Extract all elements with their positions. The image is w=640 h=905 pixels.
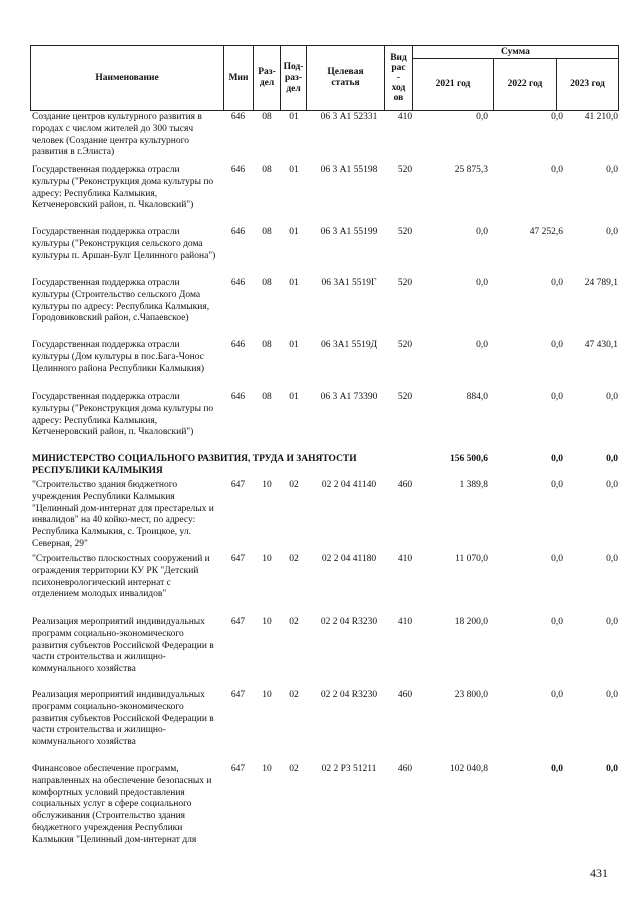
row-2021: 23 800,0 — [454, 690, 488, 700]
header-podrazdel — [280, 45, 307, 111]
row-2022: 0,0 — [551, 340, 563, 350]
row-2023: 41 210,0 — [584, 112, 618, 122]
table-row — [30, 340, 619, 392]
table-body — [30, 112, 619, 874]
row-2022: 0,0 — [551, 480, 563, 490]
header-razdel — [253, 45, 281, 111]
row-2022: 0,0 — [551, 392, 563, 402]
row-2023: 0,0 — [606, 690, 618, 700]
row-min: 646 — [230, 392, 246, 402]
row-name: Государственная поддержка отрасли культуры (Дом культуры в пос.Бага-Чонос Целинного района Республики Калмыкия) — [32, 340, 204, 374]
row-podrazdel: 02 — [289, 554, 299, 564]
header-vid-text: Вид рас - ход ов — [390, 53, 407, 103]
row-razdel: 10 — [262, 617, 272, 627]
header-name-text: Наименование — [95, 72, 159, 83]
row-celevaya: 06 3А1 5519Д — [320, 340, 378, 350]
row-vid: 460 — [397, 764, 413, 774]
row-2022: 47 252,6 — [529, 227, 563, 237]
row-celevaya: 06 3 А1 52331 — [320, 112, 378, 122]
row-2023: 0,0 — [606, 480, 618, 490]
row-podrazdel: 02 — [289, 480, 299, 490]
row-razdel: 08 — [262, 340, 272, 350]
row-min: 646 — [230, 112, 246, 122]
row-celevaya: 02 2 04 41140 — [321, 480, 377, 490]
row-2022: 0,0 — [551, 690, 563, 700]
header-2023 — [556, 58, 619, 111]
row-2023: 0,0 — [606, 764, 618, 774]
row-razdel: 08 — [262, 392, 272, 402]
row-vid: 410 — [397, 112, 413, 122]
row-min: 647 — [230, 617, 246, 627]
row-celevaya: 06 3А1 5519Г — [321, 278, 377, 288]
row-vid: 460 — [397, 480, 413, 490]
row-name: Государственная поддержка отрасли культуры ("Реконструкция дома культуры по адресу: Республика Калмыкия, Кетченеровский район, п. Чкаловский") — [32, 165, 214, 211]
row-name: Реализация мероприятий индивидуальных программ социально-экономического развития субъектов Российской Федерации в части строительства и жилищно-коммунального хозяйства — [32, 690, 214, 748]
row-podrazdel: 01 — [289, 340, 299, 350]
row-name: Реализация мероприятий индивидуальных программ социально-экономического развития субъектов Российской Федерации в части строительства и жилищно-коммунального хозяйства — [32, 617, 214, 675]
row-2022: 0,0 — [551, 617, 563, 627]
row-min: 647 — [230, 554, 246, 564]
row-2021: 11 070,0 — [455, 554, 488, 564]
table-row — [30, 480, 619, 554]
row-name: Создание центров культурного развития в городах с числом жителей до 300 тысяч человек (Создание центра культурного развития в г.Элиста) — [32, 112, 202, 158]
header-min-text: Мин — [228, 72, 249, 83]
row-2021: 884,0 — [466, 392, 488, 402]
row-name: Государственная поддержка отрасли культуры (Строительство сельского Дома культуры по адресу: Республика Калмыкия, Городовиковский район, с.Чапаевское) — [32, 278, 210, 324]
row-celevaya: 02 2 04 R3230 — [320, 690, 378, 700]
row-name: "Строительство плоскостных сооружений и ограждения территории КУ РК "Детский психоневрологический интернат с отделением молодых инвалидов" — [32, 554, 210, 600]
header-2023-text: 2023 год — [570, 79, 605, 89]
row-min: 647 — [230, 690, 246, 700]
row-vid: 410 — [397, 617, 413, 627]
row-2021: 0,0 — [476, 340, 488, 350]
row-vid: 520 — [397, 278, 413, 288]
table-row — [30, 764, 619, 874]
row-name: Государственная поддержка отрасли культуры ("Реконструкция дома культуры по адресу: Республика Калмыкия, Кетченеровский район, п. Чкаловский") — [32, 392, 214, 438]
row-2021: 0,0 — [476, 227, 488, 237]
row-2022: 0,0 — [551, 554, 563, 564]
row-vid: 520 — [397, 340, 413, 350]
row-podrazdel: 01 — [289, 112, 299, 122]
row-2022: 0,0 — [551, 165, 563, 175]
row-vid: 520 — [397, 165, 413, 175]
row-vid: 520 — [397, 392, 413, 402]
row-2021: 1 389,8 — [459, 480, 488, 490]
header-2021-text: 2021 год — [435, 79, 471, 89]
page-number: 431 — [590, 866, 608, 880]
row-vid: 460 — [397, 690, 413, 700]
table-row — [30, 278, 619, 340]
table-row — [30, 554, 619, 617]
row-2021: 25 875,3 — [454, 165, 488, 175]
row-2023: 0,0 — [606, 392, 618, 402]
row-razdel: 10 — [262, 554, 272, 564]
row-razdel: 10 — [262, 690, 272, 700]
row-2023: 0,0 — [606, 554, 618, 564]
row-2022: 0,0 — [551, 278, 563, 288]
row-2022: 0,0 — [551, 764, 563, 774]
header-celevaya — [306, 45, 385, 111]
row-razdel: 08 — [262, 227, 272, 237]
header-2021 — [412, 58, 494, 111]
row-2023: 47 430,1 — [584, 340, 618, 350]
row-podrazdel: 02 — [289, 617, 299, 627]
row-min: 646 — [230, 165, 246, 175]
row-razdel: 08 — [262, 165, 272, 175]
row-celevaya: 02 2 Р3 51211 — [321, 764, 377, 774]
header-summa-text: Сумма — [501, 46, 530, 57]
row-min: 646 — [230, 278, 246, 288]
table-header — [30, 45, 619, 111]
table-row — [30, 690, 619, 764]
table-row — [30, 112, 619, 165]
row-celevaya: 02 2 04 R3230 — [320, 617, 378, 627]
row-celevaya: 06 3 А1 73390 — [320, 392, 378, 402]
row-2021: 0,0 — [476, 278, 488, 288]
row-razdel: 08 — [262, 112, 272, 122]
row-name: Государственная поддержка отрасли культуры ("Реконструкция сельского дома культуры п. Аршан-Булг Целинного района") — [32, 227, 216, 261]
row-podrazdel: 01 — [289, 165, 299, 175]
row-celevaya: 06 3 А1 55198 — [320, 165, 378, 175]
row-2022: 0,0 — [551, 112, 563, 122]
row-podrazdel: 02 — [289, 764, 299, 774]
row-vid: 520 — [397, 227, 413, 237]
row-2023: 24 789,1 — [584, 278, 618, 288]
row-razdel: 10 — [262, 480, 272, 490]
row-2021: 102 040,8 — [450, 764, 488, 774]
row-min: 647 — [230, 764, 246, 774]
row-2023: 0,0 — [606, 165, 618, 175]
header-2022 — [493, 58, 557, 111]
row-podrazdel: 01 — [289, 227, 299, 237]
table-row — [30, 165, 619, 227]
row-2023: 0,0 — [606, 454, 618, 464]
row-podrazdel: 01 — [289, 392, 299, 402]
row-vid: 410 — [397, 554, 413, 564]
header-vid — [384, 45, 413, 111]
row-2021: 0,0 — [476, 112, 488, 122]
row-name: Финансовое обеспечение программ, направленных на обеспечение безопасных и комфортных условий предоставления социальных услуг в сфере социального обслуживания (Строительство здания бюджетного учреждения Республики Калмыкия "Целинный дом-интернат для — [32, 764, 212, 845]
row-razdel: 10 — [262, 764, 272, 774]
header-summa — [412, 45, 619, 59]
row-2022: 0,0 — [551, 454, 563, 464]
header-2022-text: 2022 год — [507, 79, 543, 89]
table-row — [30, 392, 619, 454]
header-razdel-text: Раз- дел — [258, 67, 276, 88]
header-podrazdel-text: Под- раз- дел — [283, 61, 304, 94]
row-podrazdel: 02 — [289, 690, 299, 700]
row-min: 646 — [230, 340, 246, 350]
table-row — [30, 227, 619, 278]
ministry-name: МИНИСТЕРСТВО СОЦИАЛЬНОГО РАЗВИТИЯ, ТРУДА И ЗАНЯТОСТИ РЕСПУБЛИКИ КАЛМЫКИЯ — [32, 454, 357, 476]
ministry-row — [30, 454, 619, 480]
header-min — [223, 45, 254, 111]
row-min: 647 — [230, 480, 246, 490]
row-name: "Строительство здания бюджетного учреждения Республики Калмыкия "Целинный дом-интернат для престарелых и инвалидов" на 40 койко-мест, по адресу: Республика Калмыкия, с. Троицкое, ул. Северная, 29" — [32, 480, 214, 549]
header-name — [30, 45, 224, 111]
row-celevaya: 02 2 04 41180 — [321, 554, 377, 564]
header-celevaya-text: Целевая статья — [327, 67, 364, 88]
row-min: 646 — [230, 227, 246, 237]
row-2023: 0,0 — [606, 617, 618, 627]
row-celevaya: 06 3 А1 55199 — [320, 227, 378, 237]
table-row — [30, 617, 619, 690]
row-2021: 156 500,6 — [450, 454, 488, 464]
row-2021: 18 200,0 — [454, 617, 488, 627]
row-podrazdel: 01 — [289, 278, 299, 288]
row-2023: 0,0 — [606, 227, 618, 237]
row-razdel: 08 — [262, 278, 272, 288]
